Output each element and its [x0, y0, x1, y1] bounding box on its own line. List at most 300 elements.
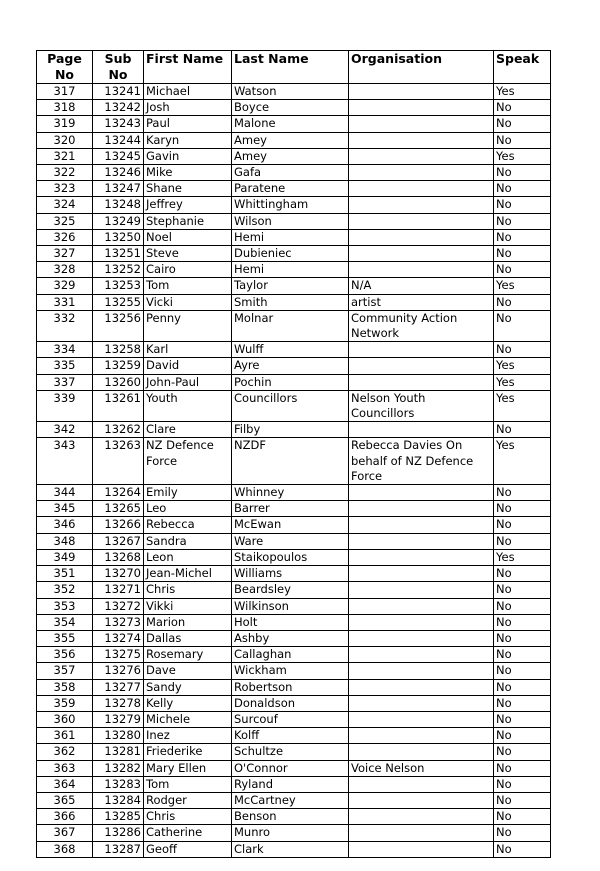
page-no-cell: 362 — [37, 744, 93, 760]
organisation-cell — [349, 533, 494, 549]
first-name-cell: Leon — [144, 549, 232, 565]
table-row — [37, 374, 551, 390]
speak-cell: Yes — [494, 390, 551, 421]
organisation-cell — [349, 825, 494, 841]
table-row — [37, 485, 551, 501]
last-name-cell: Filby — [232, 422, 349, 438]
page-no-cell: 328 — [37, 262, 93, 278]
organisation-cell — [349, 809, 494, 825]
speak-cell: No — [494, 310, 551, 341]
page-no-cell: 335 — [37, 358, 93, 374]
organisation-cell — [349, 776, 494, 792]
table-row — [37, 197, 551, 213]
last-name-cell: Ware — [232, 533, 349, 549]
first-name-cell: NZ Defence Force — [144, 438, 232, 485]
header-speak: Speak — [494, 51, 551, 84]
organisation-cell — [349, 213, 494, 229]
page-no-cell: 343 — [37, 438, 93, 485]
speak-cell: No — [494, 711, 551, 727]
speak-cell: No — [494, 679, 551, 695]
speak-cell: No — [494, 181, 551, 197]
page-no-cell: 354 — [37, 614, 93, 630]
table-row — [37, 132, 551, 148]
page-no-cell: 319 — [37, 116, 93, 132]
first-name-cell: Penny — [144, 310, 232, 341]
sub-no-cell: 13271 — [93, 582, 144, 598]
last-name-cell: Donaldson — [232, 695, 349, 711]
first-name-cell: David — [144, 358, 232, 374]
sub-no-cell: 13248 — [93, 197, 144, 213]
organisation-cell — [349, 695, 494, 711]
organisation-cell — [349, 262, 494, 278]
organisation-cell — [349, 501, 494, 517]
page-no-cell: 356 — [37, 647, 93, 663]
page-no-cell: 326 — [37, 229, 93, 245]
speak-cell: No — [494, 165, 551, 181]
speak-cell: No — [494, 776, 551, 792]
page-no-cell: 352 — [37, 582, 93, 598]
page-no-cell: 322 — [37, 165, 93, 181]
table-row — [37, 841, 551, 857]
speak-cell: No — [494, 116, 551, 132]
speak-cell: No — [494, 582, 551, 598]
last-name-cell: Councillors — [232, 390, 349, 421]
speak-cell: No — [494, 744, 551, 760]
page-no-cell: 365 — [37, 792, 93, 808]
table-row — [37, 294, 551, 310]
organisation-cell: Voice Nelson — [349, 760, 494, 776]
organisation-cell — [349, 342, 494, 358]
sub-no-cell: 13251 — [93, 246, 144, 262]
last-name-cell: Barrer — [232, 501, 349, 517]
organisation-cell — [349, 711, 494, 727]
page-no-cell: 327 — [37, 246, 93, 262]
sub-no-cell: 13273 — [93, 614, 144, 630]
page-no-cell: 357 — [37, 663, 93, 679]
speak-cell: No — [494, 213, 551, 229]
first-name-cell: Stephanie — [144, 213, 232, 229]
sub-no-cell: 13263 — [93, 438, 144, 485]
organisation-cell — [349, 229, 494, 245]
page-no-cell: 358 — [37, 679, 93, 695]
page-no-cell: 364 — [37, 776, 93, 792]
last-name-cell: Wilkinson — [232, 598, 349, 614]
last-name-cell: Ryland — [232, 776, 349, 792]
last-name-cell: Benson — [232, 809, 349, 825]
submissions-table — [36, 50, 551, 858]
page-no-cell: 334 — [37, 342, 93, 358]
page-no-cell: 351 — [37, 566, 93, 582]
first-name-cell: Cairo — [144, 262, 232, 278]
table-row — [37, 501, 551, 517]
table-row — [37, 809, 551, 825]
table-row — [37, 262, 551, 278]
sub-no-cell: 13256 — [93, 310, 144, 341]
speak-cell: No — [494, 294, 551, 310]
page-no-cell: 359 — [37, 695, 93, 711]
organisation-cell — [349, 728, 494, 744]
speak-cell: No — [494, 501, 551, 517]
table-row — [37, 582, 551, 598]
speak-cell: No — [494, 825, 551, 841]
speak-cell: No — [494, 485, 551, 501]
sub-no-cell: 13278 — [93, 695, 144, 711]
sub-no-cell: 13280 — [93, 728, 144, 744]
speak-cell: No — [494, 792, 551, 808]
sub-no-cell: 13266 — [93, 517, 144, 533]
sub-no-cell: 13275 — [93, 647, 144, 663]
speak-cell: Yes — [494, 84, 551, 100]
page-no-cell: 321 — [37, 148, 93, 164]
sub-no-cell: 13253 — [93, 278, 144, 294]
page-no-cell: 337 — [37, 374, 93, 390]
table-row — [37, 598, 551, 614]
page-no-cell: 349 — [37, 549, 93, 565]
speak-cell: No — [494, 728, 551, 744]
speak-cell: No — [494, 614, 551, 630]
sub-no-cell: 13241 — [93, 84, 144, 100]
sub-no-cell: 13250 — [93, 229, 144, 245]
speak-cell: No — [494, 533, 551, 549]
organisation-cell — [349, 517, 494, 533]
organisation-cell — [349, 566, 494, 582]
first-name-cell: Mike — [144, 165, 232, 181]
speak-cell: Yes — [494, 358, 551, 374]
speak-cell: No — [494, 246, 551, 262]
page-no-cell: 325 — [37, 213, 93, 229]
sub-no-cell: 13264 — [93, 485, 144, 501]
sub-no-cell: 13245 — [93, 148, 144, 164]
last-name-cell: Beardsley — [232, 582, 349, 598]
last-name-cell: Taylor — [232, 278, 349, 294]
first-name-cell: Sandra — [144, 533, 232, 549]
organisation-cell — [349, 181, 494, 197]
sub-no-cell: 13249 — [93, 213, 144, 229]
sub-no-cell: 13252 — [93, 262, 144, 278]
table-row — [37, 760, 551, 776]
last-name-cell: Munro — [232, 825, 349, 841]
first-name-cell: Tom — [144, 278, 232, 294]
speak-cell: No — [494, 809, 551, 825]
last-name-cell: Smith — [232, 294, 349, 310]
organisation-cell — [349, 679, 494, 695]
first-name-cell: Noel — [144, 229, 232, 245]
organisation-cell — [349, 647, 494, 663]
first-name-cell: Tom — [144, 776, 232, 792]
first-name-cell: Catherine — [144, 825, 232, 841]
organisation-cell — [349, 792, 494, 808]
header-last-name: Last Name — [232, 51, 349, 84]
table-row — [37, 566, 551, 582]
organisation-cell — [349, 246, 494, 262]
speak-cell: No — [494, 598, 551, 614]
last-name-cell: Whittingham — [232, 197, 349, 213]
first-name-cell: Leo — [144, 501, 232, 517]
last-name-cell: Wilson — [232, 213, 349, 229]
speak-cell: Yes — [494, 374, 551, 390]
page-no-cell: 317 — [37, 84, 93, 100]
table-row — [37, 229, 551, 245]
header-organisation: Organisation — [349, 51, 494, 84]
first-name-cell: Dave — [144, 663, 232, 679]
first-name-cell: Rodger — [144, 792, 232, 808]
first-name-cell: Geoff — [144, 841, 232, 857]
organisation-cell — [349, 630, 494, 646]
page-no-cell: 342 — [37, 422, 93, 438]
last-name-cell: Robertson — [232, 679, 349, 695]
organisation-cell: Community Action Network — [349, 310, 494, 341]
speak-cell: No — [494, 630, 551, 646]
first-name-cell: Michael — [144, 84, 232, 100]
first-name-cell: Sandy — [144, 679, 232, 695]
sub-no-cell: 13268 — [93, 549, 144, 565]
speak-cell: No — [494, 517, 551, 533]
last-name-cell: Surcouf — [232, 711, 349, 727]
header-first-name: First Name — [144, 51, 232, 84]
sub-no-cell: 13276 — [93, 663, 144, 679]
first-name-cell: Karyn — [144, 132, 232, 148]
organisation-cell — [349, 116, 494, 132]
last-name-cell: Staikopoulos — [232, 549, 349, 565]
speak-cell: No — [494, 100, 551, 116]
sub-no-cell: 13283 — [93, 776, 144, 792]
first-name-cell: Shane — [144, 181, 232, 197]
page-no-cell: 320 — [37, 132, 93, 148]
first-name-cell: Dallas — [144, 630, 232, 646]
speak-cell: Yes — [494, 438, 551, 485]
last-name-cell: Molnar — [232, 310, 349, 341]
last-name-cell: Kolff — [232, 728, 349, 744]
organisation-cell — [349, 374, 494, 390]
organisation-cell — [349, 197, 494, 213]
table-row — [37, 278, 551, 294]
sub-no-cell: 13261 — [93, 390, 144, 421]
sub-no-cell: 13282 — [93, 760, 144, 776]
page-no-cell: 344 — [37, 485, 93, 501]
header-sub-no: Sub No — [93, 51, 144, 84]
table-row — [37, 116, 551, 132]
first-name-cell: Youth — [144, 390, 232, 421]
first-name-cell: Emily — [144, 485, 232, 501]
speak-cell: No — [494, 262, 551, 278]
page-no-cell: 348 — [37, 533, 93, 549]
sub-no-cell: 13285 — [93, 809, 144, 825]
organisation-cell — [349, 100, 494, 116]
first-name-cell: Vikki — [144, 598, 232, 614]
first-name-cell: Chris — [144, 582, 232, 598]
last-name-cell: Ayre — [232, 358, 349, 374]
page-no-cell: 367 — [37, 825, 93, 841]
page-no-cell: 363 — [37, 760, 93, 776]
last-name-cell: Paratene — [232, 181, 349, 197]
last-name-cell: Wulff — [232, 342, 349, 358]
sub-no-cell: 13284 — [93, 792, 144, 808]
sub-no-cell: 13244 — [93, 132, 144, 148]
organisation-cell — [349, 614, 494, 630]
last-name-cell: Ashby — [232, 630, 349, 646]
organisation-cell — [349, 549, 494, 565]
sub-no-cell: 13270 — [93, 566, 144, 582]
table-row — [37, 517, 551, 533]
speak-cell: Yes — [494, 148, 551, 164]
speak-cell: Yes — [494, 549, 551, 565]
sub-no-cell: 13255 — [93, 294, 144, 310]
first-name-cell: Rebecca — [144, 517, 232, 533]
page-no-cell: 360 — [37, 711, 93, 727]
table-row — [37, 342, 551, 358]
table-row — [37, 390, 551, 421]
sub-no-cell: 13267 — [93, 533, 144, 549]
first-name-cell: Josh — [144, 100, 232, 116]
organisation-cell — [349, 663, 494, 679]
last-name-cell: Clark — [232, 841, 349, 857]
page-no-cell: 345 — [37, 501, 93, 517]
table-row — [37, 213, 551, 229]
sub-no-cell: 13272 — [93, 598, 144, 614]
speak-cell: No — [494, 841, 551, 857]
sub-no-cell: 13287 — [93, 841, 144, 857]
organisation-cell — [349, 148, 494, 164]
table-row — [37, 422, 551, 438]
sub-no-cell: 13258 — [93, 342, 144, 358]
last-name-cell: Pochin — [232, 374, 349, 390]
last-name-cell: Holt — [232, 614, 349, 630]
organisation-cell: Nelson Youth Councillors — [349, 390, 494, 421]
last-name-cell: Amey — [232, 148, 349, 164]
sub-no-cell: 13259 — [93, 358, 144, 374]
first-name-cell: Steve — [144, 246, 232, 262]
organisation-cell — [349, 358, 494, 374]
speak-cell: Yes — [494, 278, 551, 294]
first-name-cell: Gavin — [144, 148, 232, 164]
page-no-cell: 332 — [37, 310, 93, 341]
speak-cell: No — [494, 342, 551, 358]
organisation-cell — [349, 744, 494, 760]
page-no-cell: 353 — [37, 598, 93, 614]
sub-no-cell: 13246 — [93, 165, 144, 181]
header-row — [37, 51, 551, 84]
page-no-cell: 361 — [37, 728, 93, 744]
organisation-cell — [349, 84, 494, 100]
table-row — [37, 630, 551, 646]
last-name-cell: Boyce — [232, 100, 349, 116]
page-no-cell: 331 — [37, 294, 93, 310]
first-name-cell: Rosemary — [144, 647, 232, 663]
organisation-cell: Rebecca Davies On behalf of NZ Defence Force — [349, 438, 494, 485]
sub-no-cell: 13247 — [93, 181, 144, 197]
table-row — [37, 549, 551, 565]
page-no-cell: 324 — [37, 197, 93, 213]
speak-cell: No — [494, 663, 551, 679]
organisation-cell — [349, 841, 494, 857]
header-page-no: Page No — [37, 51, 93, 84]
sub-no-cell: 13262 — [93, 422, 144, 438]
page-no-cell: 366 — [37, 809, 93, 825]
last-name-cell: Gafa — [232, 165, 349, 181]
table-row — [37, 711, 551, 727]
organisation-cell — [349, 132, 494, 148]
organisation-cell — [349, 485, 494, 501]
table-row — [37, 744, 551, 760]
page-no-cell: 346 — [37, 517, 93, 533]
last-name-cell: NZDF — [232, 438, 349, 485]
table-row — [37, 614, 551, 630]
table-row — [37, 148, 551, 164]
page-no-cell: 318 — [37, 100, 93, 116]
sub-no-cell: 13265 — [93, 501, 144, 517]
first-name-cell: Vicki — [144, 294, 232, 310]
table-row — [37, 647, 551, 663]
first-name-cell: Jeffrey — [144, 197, 232, 213]
sub-no-cell: 13277 — [93, 679, 144, 695]
first-name-cell: Chris — [144, 809, 232, 825]
last-name-cell: Malone — [232, 116, 349, 132]
speak-cell: No — [494, 760, 551, 776]
speak-cell: No — [494, 647, 551, 663]
table-row — [37, 246, 551, 262]
table-row — [37, 181, 551, 197]
sub-no-cell: 13260 — [93, 374, 144, 390]
table-row — [37, 84, 551, 100]
sub-no-cell: 13274 — [93, 630, 144, 646]
table-row — [37, 695, 551, 711]
last-name-cell: Watson — [232, 84, 349, 100]
first-name-cell: Clare — [144, 422, 232, 438]
first-name-cell: Marion — [144, 614, 232, 630]
speak-cell: No — [494, 566, 551, 582]
page-no-cell: 368 — [37, 841, 93, 857]
sub-no-cell: 13279 — [93, 711, 144, 727]
table-row — [37, 100, 551, 116]
table-row — [37, 825, 551, 841]
first-name-cell: Karl — [144, 342, 232, 358]
first-name-cell: Paul — [144, 116, 232, 132]
last-name-cell: McCartney — [232, 792, 349, 808]
sub-no-cell: 13243 — [93, 116, 144, 132]
last-name-cell: McEwan — [232, 517, 349, 533]
table-row — [37, 663, 551, 679]
last-name-cell: Callaghan — [232, 647, 349, 663]
first-name-cell: Inez — [144, 728, 232, 744]
first-name-cell: Friederike — [144, 744, 232, 760]
table-row — [37, 310, 551, 341]
first-name-cell: Kelly — [144, 695, 232, 711]
organisation-cell — [349, 165, 494, 181]
last-name-cell: Dubieniec — [232, 246, 349, 262]
table-row — [37, 438, 551, 485]
first-name-cell: John-Paul — [144, 374, 232, 390]
speak-cell: No — [494, 197, 551, 213]
sub-no-cell: 13281 — [93, 744, 144, 760]
table-row — [37, 728, 551, 744]
table-row — [37, 165, 551, 181]
last-name-cell: Hemi — [232, 229, 349, 245]
page-no-cell: 355 — [37, 630, 93, 646]
speak-cell: No — [494, 422, 551, 438]
last-name-cell: Schultze — [232, 744, 349, 760]
first-name-cell: Jean-Michel — [144, 566, 232, 582]
last-name-cell: Hemi — [232, 262, 349, 278]
table-row — [37, 792, 551, 808]
speak-cell: No — [494, 695, 551, 711]
table-row — [37, 679, 551, 695]
organisation-cell — [349, 582, 494, 598]
organisation-cell — [349, 422, 494, 438]
sub-no-cell: 13286 — [93, 825, 144, 841]
table-row — [37, 358, 551, 374]
last-name-cell: Wickham — [232, 663, 349, 679]
organisation-cell — [349, 598, 494, 614]
